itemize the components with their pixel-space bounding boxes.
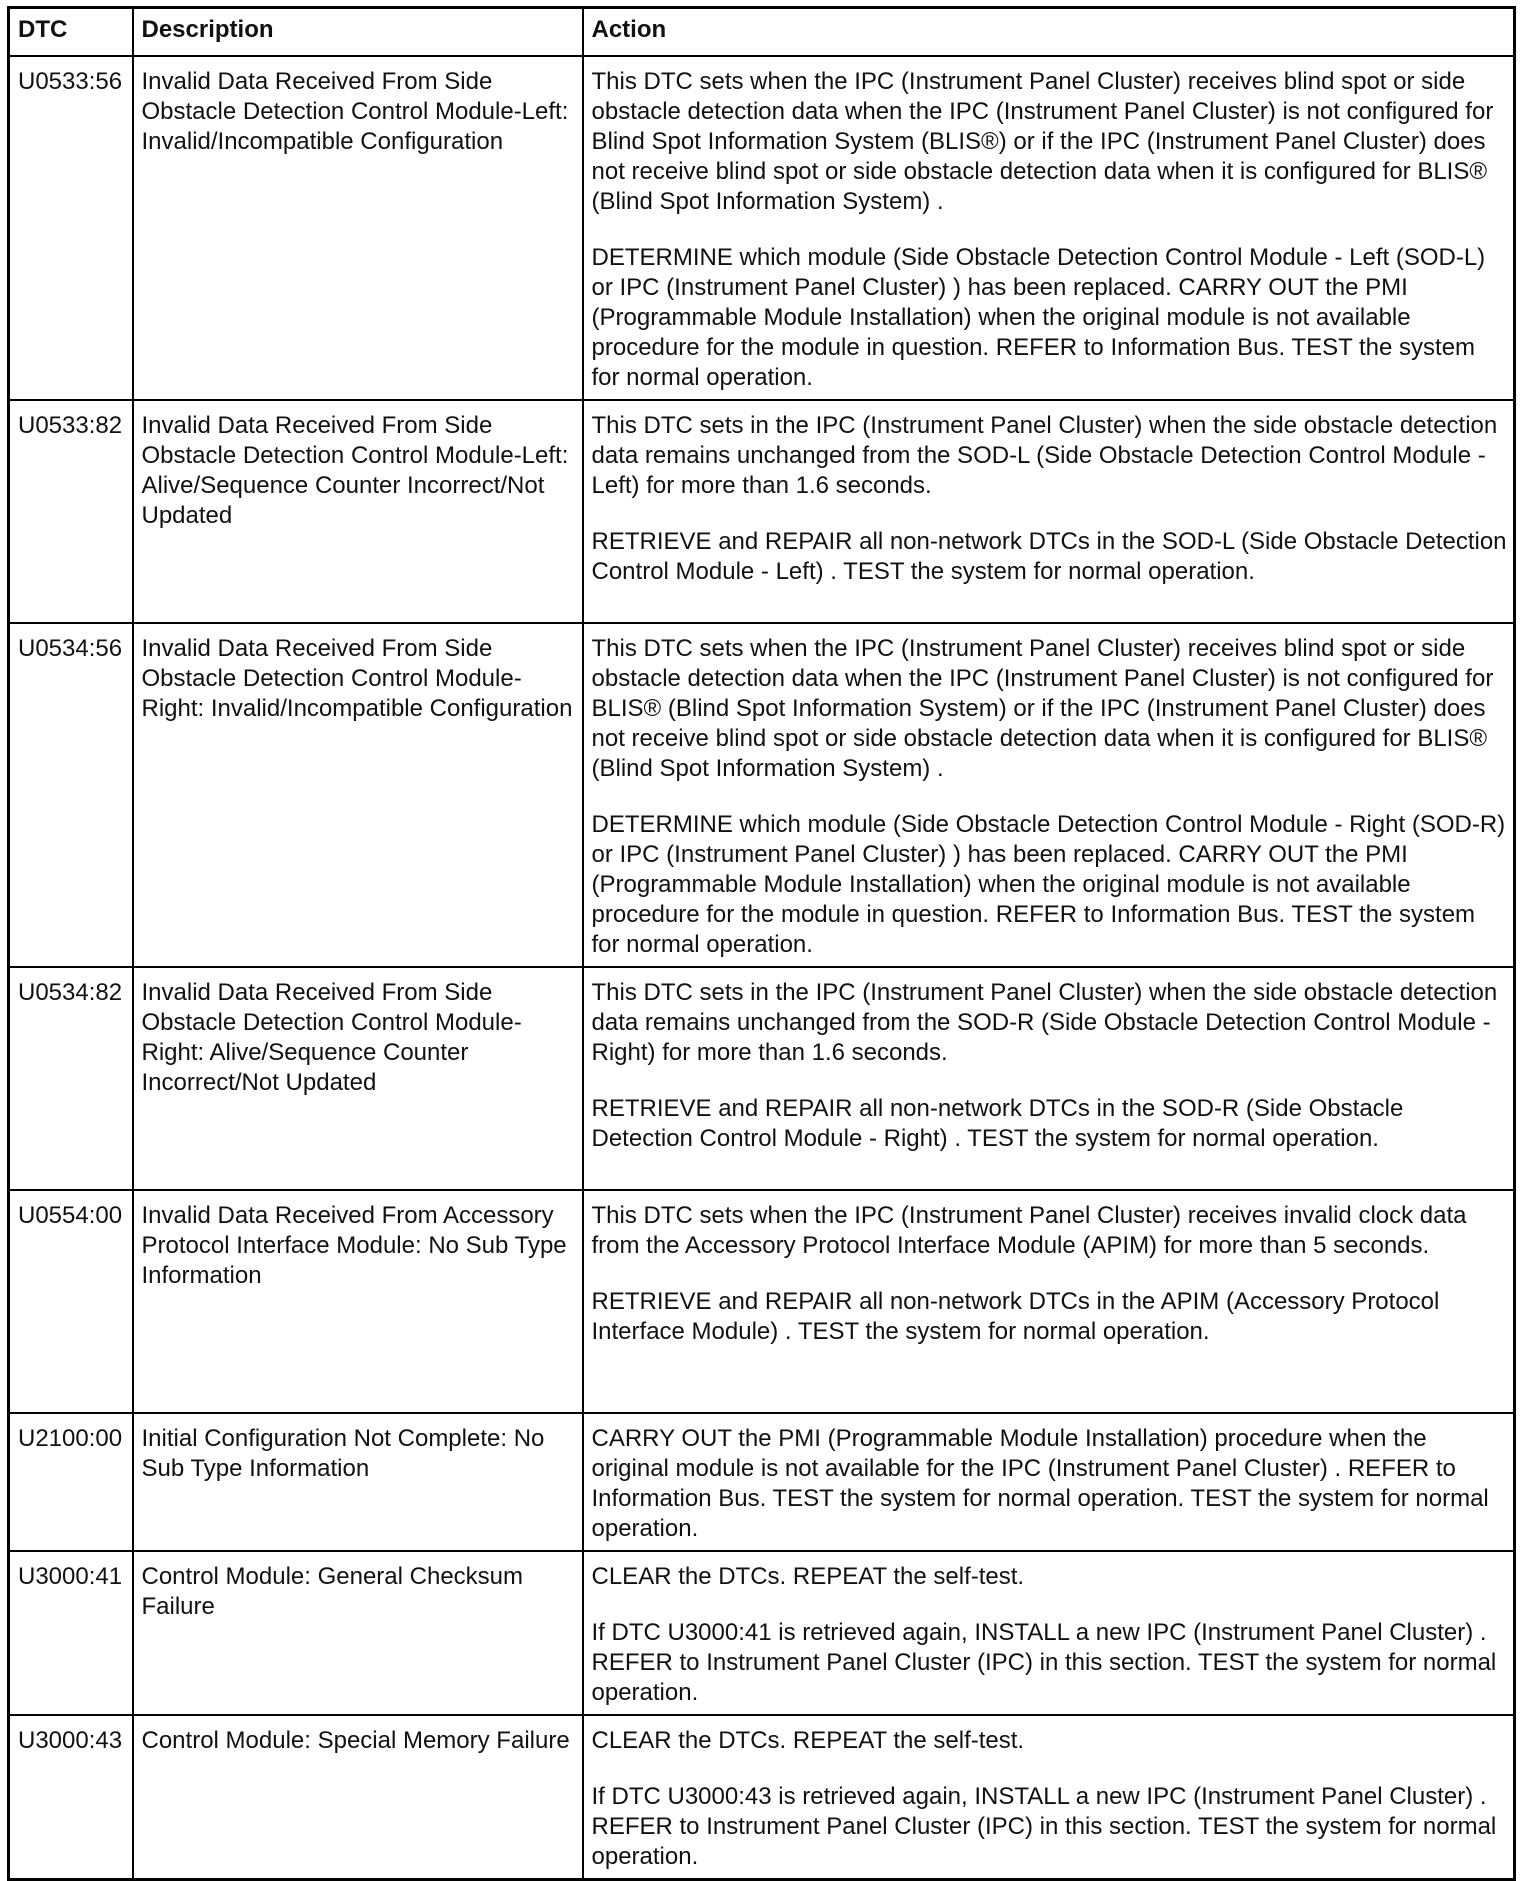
- dtc-description: Control Module: General Checksum Failure: [133, 1551, 583, 1715]
- header-dtc: DTC: [9, 8, 133, 57]
- action-paragraph: CARRY OUT the PMI (Programmable Module Installation) procedure when the original module is not available for the IPC (Instrument Panel Cluster) . REFER to Information Bus. TEST the system for normal operation. TEST the system for normal operation.: [591, 1425, 1489, 1542]
- dtc-description: Invalid Data Received From Accessory Protocol Interface Module: No Sub Type Information: [133, 1190, 583, 1413]
- header-description: Description: [133, 8, 583, 57]
- action-paragraph: CLEAR the DTCs. REPEAT the self-test.: [591, 1727, 1025, 1754]
- dtc-description: Invalid Data Received From Side Obstacle Detection Control Module-Left: Alive/Sequence Counter Incorrect/Not Updated: [133, 400, 583, 623]
- action-paragraph: RETRIEVE and REPAIR all non-network DTCs in the APIM (Accessory Protocol Interface Module) . TEST the system for normal operation.: [591, 1288, 1440, 1345]
- action-paragraph: If DTC U3000:43 is retrieved again, INSTALL a new IPC (Instrument Panel Cluster) . REFER to Instrument Panel Cluster (IPC) in this section. TEST the system for normal operation.: [591, 1783, 1497, 1870]
- table-row: [9, 623, 1515, 967]
- action-paragraph: This DTC sets when the IPC (Instrument Panel Cluster) receives invalid clock data from the Accessory Protocol Interface Module (APIM) for more than 5 seconds.: [591, 1202, 1467, 1259]
- action-paragraph: This DTC sets when the IPC (Instrument Panel Cluster) receives blind spot or side obstacle detection data when the IPC (Instrument Panel Cluster) is not configured for BLIS® (Blind Spot Information System) or if the IPC (Instrument Panel Cluster) does not receive blind spot or side obstacle detection data when it is configured for BLIS® (Blind Spot Information System) .: [591, 635, 1494, 782]
- action-paragraph: This DTC sets in the IPC (Instrument Panel Cluster) when the side obstacle detection data remains unchanged from the SOD-L (Side Obstacle Detection Control Module - Left) for more than 1.6 seconds.: [591, 412, 1498, 499]
- action-paragraph: If DTC U3000:41 is retrieved again, INSTALL a new IPC (Instrument Panel Cluster) . REFER to Instrument Panel Cluster (IPC) in this section. TEST the system for normal operation.: [591, 1619, 1497, 1706]
- dtc-action: [583, 1551, 1515, 1715]
- dtc-code: U3000:41: [9, 1551, 133, 1715]
- table-row: [9, 1715, 1515, 1880]
- dtc-code: U0533:82: [9, 400, 133, 623]
- action-paragraph: This DTC sets when the IPC (Instrument Panel Cluster) receives blind spot or side obstacle detection data when the IPC (Instrument Panel Cluster) is not configured for Blind Spot Information System (BLIS®) or if the IPC (Instrument Panel Cluster) does not receive blind spot or side obstacle detection data when it is configured for BLIS® (Blind Spot Information System) .: [591, 68, 1494, 215]
- header-action: Action: [583, 8, 1515, 57]
- table-row: [9, 967, 1515, 1190]
- dtc-table: [7, 6, 1516, 1881]
- action-paragraph: DETERMINE which module (Side Obstacle Detection Control Module - Right (SOD-R) or IPC (Instrument Panel Cluster) ) has been replaced. CARRY OUT the PMI (Programmable Module Installation) when the original module is not available procedure for the module in question. REFER to Information Bus. TEST the system for normal operation.: [591, 811, 1506, 958]
- action-paragraph: CLEAR the DTCs. REPEAT the self-test.: [591, 1563, 1025, 1590]
- dtc-description: Invalid Data Received From Side Obstacle Detection Control Module-Right: Alive/Sequence Counter Incorrect/Not Updated: [133, 967, 583, 1190]
- action-paragraph: This DTC sets in the IPC (Instrument Panel Cluster) when the side obstacle detection data remains unchanged from the SOD-R (Side Obstacle Detection Control Module - Right) for more than 1.6 seconds.: [591, 979, 1498, 1066]
- header-row: [9, 8, 1515, 57]
- dtc-code: U3000:43: [9, 1715, 133, 1880]
- dtc-description: Initial Configuration Not Complete: No Sub Type Information: [133, 1413, 583, 1551]
- table-row: [9, 56, 1515, 400]
- dtc-code: U0533:56: [9, 56, 133, 400]
- table-row: [9, 1413, 1515, 1551]
- dtc-description: Invalid Data Received From Side Obstacle Detection Control Module-Left: Invalid/Incompatible Configuration: [133, 56, 583, 400]
- table-row: [9, 400, 1515, 623]
- dtc-description: Invalid Data Received From Side Obstacle Detection Control Module-Right: Invalid/Incompatible Configuration: [133, 623, 583, 967]
- dtc-code: U0534:82: [9, 967, 133, 1190]
- table-header: [9, 8, 1515, 57]
- table-body: [9, 56, 1515, 1880]
- dtc-action: [583, 1190, 1515, 1413]
- action-paragraph: DETERMINE which module (Side Obstacle Detection Control Module - Left (SOD-L) or IPC (Instrument Panel Cluster) ) has been replaced. CARRY OUT the PMI (Programmable Module Installation) when the original module is not available procedure for the module in question. REFER to Information Bus. TEST the system for normal operation.: [591, 244, 1486, 391]
- dtc-code: U0534:56: [9, 623, 133, 967]
- dtc-action: [583, 1715, 1515, 1880]
- action-paragraph: RETRIEVE and REPAIR all non-network DTCs in the SOD-L (Side Obstacle Detection Control Module - Left) . TEST the system for normal operation.: [591, 528, 1507, 585]
- dtc-action: [583, 400, 1515, 623]
- dtc-document-page: [7, 6, 1513, 1881]
- dtc-action: [583, 623, 1515, 967]
- table-row: [9, 1190, 1515, 1413]
- dtc-description: Control Module: Special Memory Failure: [133, 1715, 583, 1880]
- action-paragraph: RETRIEVE and REPAIR all non-network DTCs in the SOD-R (Side Obstacle Detection Control Module - Right) . TEST the system for normal operation.: [591, 1095, 1404, 1152]
- dtc-code: U2100:00: [9, 1413, 133, 1551]
- dtc-action: [583, 1413, 1515, 1551]
- dtc-action: [583, 56, 1515, 400]
- dtc-action: [583, 967, 1515, 1190]
- dtc-code: U0554:00: [9, 1190, 133, 1413]
- table-row: [9, 1551, 1515, 1715]
